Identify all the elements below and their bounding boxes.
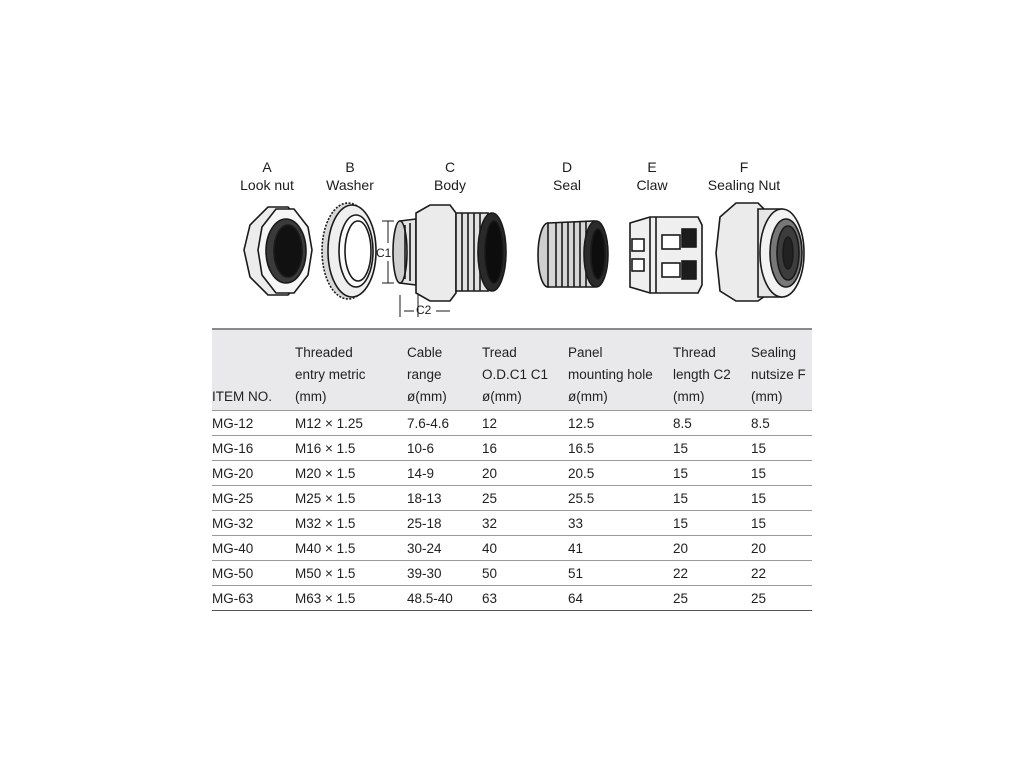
table-cell: 48.5-40 bbox=[407, 586, 482, 611]
cable-gland-exploded-drawing bbox=[230, 195, 810, 325]
table-cell: 15 bbox=[673, 436, 751, 461]
part-name: Look nut bbox=[240, 177, 294, 193]
part-label-a bbox=[232, 158, 302, 194]
table-cell: 30-24 bbox=[407, 536, 482, 561]
table-cell: 64 bbox=[568, 586, 673, 611]
table-row bbox=[212, 511, 812, 536]
lock-nut-drawing bbox=[244, 207, 312, 295]
specification-table bbox=[212, 328, 812, 611]
part-name: Washer bbox=[326, 177, 374, 193]
table-cell: MG-20 bbox=[212, 461, 295, 486]
seal-drawing bbox=[538, 221, 608, 287]
table-cell: M50 × 1.5 bbox=[295, 561, 407, 586]
table-cell: 14-9 bbox=[407, 461, 482, 486]
table-cell: MG-25 bbox=[212, 486, 295, 511]
dimension-c2-label: C2 bbox=[416, 303, 432, 317]
table-row bbox=[212, 586, 812, 611]
table-cell: 20.5 bbox=[568, 461, 673, 486]
part-label-d bbox=[537, 158, 597, 194]
part-letter: B bbox=[345, 159, 355, 175]
table-cell: 15 bbox=[673, 511, 751, 536]
sealing-nut-drawing bbox=[716, 203, 804, 301]
table-cell: 51 bbox=[568, 561, 673, 586]
part-letter: A bbox=[262, 159, 272, 175]
table-cell: 50 bbox=[482, 561, 568, 586]
body-drawing bbox=[382, 205, 506, 317]
table-row bbox=[212, 461, 812, 486]
table-row bbox=[212, 561, 812, 586]
table-cell: 8.5 bbox=[673, 411, 751, 436]
claw-drawing bbox=[630, 217, 702, 293]
part-label-b bbox=[317, 158, 383, 194]
table-cell: 15 bbox=[751, 486, 812, 511]
table-cell: 33 bbox=[568, 511, 673, 536]
part-name: Claw bbox=[636, 177, 668, 193]
table-cell: 16.5 bbox=[568, 436, 673, 461]
table-cell: 7.6-4.6 bbox=[407, 411, 482, 436]
table-cell: 40 bbox=[482, 536, 568, 561]
table-cell: 25 bbox=[673, 586, 751, 611]
table-cell: 25 bbox=[751, 586, 812, 611]
dimension-c1-label: C1 bbox=[376, 246, 392, 260]
header-item-no: ITEM NO. bbox=[212, 329, 295, 411]
part-label-e bbox=[622, 158, 682, 194]
table-cell: MG-32 bbox=[212, 511, 295, 536]
part-name: Body bbox=[434, 177, 466, 193]
table-cell: 15 bbox=[751, 436, 812, 461]
table-cell: 32 bbox=[482, 511, 568, 536]
header-thread-length: Thread length C2 (mm) bbox=[673, 329, 751, 411]
table-body bbox=[212, 411, 812, 611]
table-cell: 15 bbox=[751, 511, 812, 536]
table-cell: 16 bbox=[482, 436, 568, 461]
table-cell: MG-63 bbox=[212, 586, 295, 611]
table-cell: M32 × 1.5 bbox=[295, 511, 407, 536]
table-row bbox=[212, 411, 812, 436]
table-cell: 25.5 bbox=[568, 486, 673, 511]
washer-drawing bbox=[322, 203, 376, 299]
part-letter: F bbox=[739, 159, 749, 175]
part-name: Sealing Nut bbox=[707, 177, 781, 193]
table-header-row bbox=[212, 329, 812, 411]
table-cell: MG-16 bbox=[212, 436, 295, 461]
table-cell: 20 bbox=[751, 536, 812, 561]
table-cell: 20 bbox=[673, 536, 751, 561]
table-cell: 20 bbox=[482, 461, 568, 486]
table-cell: 41 bbox=[568, 536, 673, 561]
part-letter: E bbox=[647, 159, 657, 175]
table-cell: 8.5 bbox=[751, 411, 812, 436]
table-row bbox=[212, 486, 812, 511]
table-cell: 10-6 bbox=[407, 436, 482, 461]
table-cell: 18-13 bbox=[407, 486, 482, 511]
table-cell: 63 bbox=[482, 586, 568, 611]
table-cell: 25-18 bbox=[407, 511, 482, 536]
part-letter: C bbox=[444, 159, 456, 175]
header-cable-range: Cable range ø(mm) bbox=[407, 329, 482, 411]
header-panel-hole: Panel mounting hole ø(mm) bbox=[568, 329, 673, 411]
part-name: Seal bbox=[552, 177, 582, 193]
part-label-f bbox=[698, 158, 790, 194]
header-threaded-entry: Threaded entry metric (mm) bbox=[295, 329, 407, 411]
table-cell: 15 bbox=[751, 461, 812, 486]
table-cell: MG-50 bbox=[212, 561, 295, 586]
table-cell: 39-30 bbox=[407, 561, 482, 586]
table-cell: 15 bbox=[673, 486, 751, 511]
table-cell: M25 × 1.5 bbox=[295, 486, 407, 511]
header-sealing-nut: Sealing nutsize F (mm) bbox=[751, 329, 812, 411]
table-cell: MG-12 bbox=[212, 411, 295, 436]
table-row bbox=[212, 536, 812, 561]
table-cell: 22 bbox=[673, 561, 751, 586]
header-tread-od: Tread O.D.C1 C1 ø(mm) bbox=[482, 329, 568, 411]
table-cell: 22 bbox=[751, 561, 812, 586]
table-cell: MG-40 bbox=[212, 536, 295, 561]
part-label-c bbox=[415, 158, 485, 194]
table-row bbox=[212, 436, 812, 461]
table-cell: M12 × 1.25 bbox=[295, 411, 407, 436]
table-cell: M16 × 1.5 bbox=[295, 436, 407, 461]
table-cell: M40 × 1.5 bbox=[295, 536, 407, 561]
table-cell: 12 bbox=[482, 411, 568, 436]
table-cell: 15 bbox=[673, 461, 751, 486]
part-letter: D bbox=[561, 159, 573, 175]
table-cell: 25 bbox=[482, 486, 568, 511]
table-cell: M20 × 1.5 bbox=[295, 461, 407, 486]
table-cell: M63 × 1.5 bbox=[295, 586, 407, 611]
table-cell: 12.5 bbox=[568, 411, 673, 436]
